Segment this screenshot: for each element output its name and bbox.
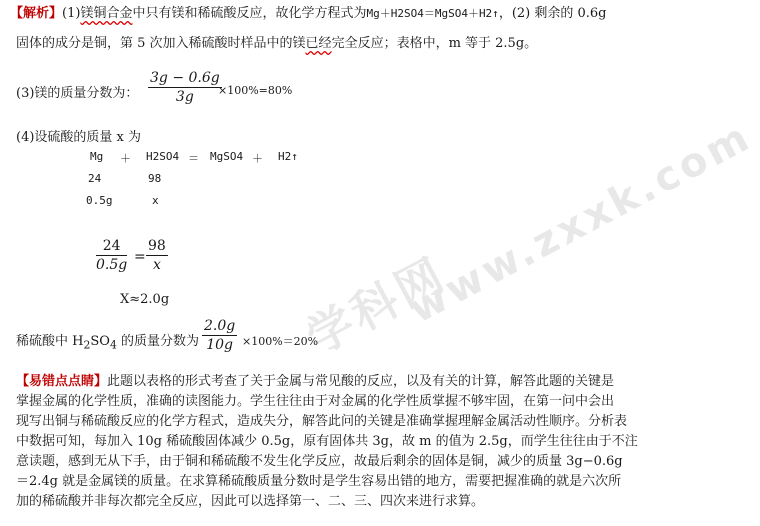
- prop-left-num: 24: [102, 238, 121, 254]
- part4-ratio-mg: 24: [88, 172, 102, 185]
- analysis-underlined-1: 镁铜合金: [80, 6, 133, 21]
- part4-eq-mgso4: MgSO4: [210, 150, 244, 163]
- analysis-equation: Mg＋H2SO4＝MgSO4＋H2↑: [366, 7, 499, 20]
- prop-right-den: x: [152, 257, 161, 273]
- part4-label: (4)设硫酸的质量 x 为: [16, 130, 142, 145]
- watermark-cn: 学科网: [297, 246, 456, 365]
- part4-mass-label: [16, 330, 199, 352]
- part3-frac-num: 3g − 0.6g: [150, 70, 220, 86]
- tips-line-7: 加的稀硫酸并非每次都完全反应，因此可以选择第一、二、三、四次来进行求算。: [16, 494, 485, 509]
- mass-label-sub1: 2: [83, 338, 91, 352]
- tips-line-6: ＝2.4g 就是金属镁的质量。在求算稀硫酸质量分数时是学生容易出错的地方，需要把握准确的就是六次所: [16, 474, 622, 489]
- mass-frac-num: 2.0g: [204, 318, 236, 334]
- tips-tag: 【易错点点睛】: [16, 374, 108, 389]
- tips-line-2: 掌握金属的化学性质，准确的读图能力。学生往往由于对金属的化学性质掌握不够牢固，在第一问中会出: [16, 394, 615, 409]
- mass-label-sub2: 4: [109, 338, 117, 352]
- mass-fraction: [202, 318, 237, 353]
- part4-eq-h2: H2↑: [278, 150, 298, 163]
- analysis-text-2a: 固体的成分是铜，第 5 次加入稀硫酸时样品中的镁: [16, 36, 306, 51]
- part3-label: (3)镁的质量分数为：: [16, 86, 139, 101]
- watermark-url: www.zxxk.com: [401, 113, 760, 333]
- analysis-underlined-2: 已经: [305, 36, 332, 51]
- analysis-text-1c: ，(2) 剩余的 0.6g: [498, 6, 607, 21]
- analysis-tag: 【解析】: [10, 6, 63, 21]
- tips-line-1: [16, 372, 614, 392]
- part3-frac-den: 3g: [175, 89, 194, 105]
- tips-line-3: 现写出铜与稀硫酸反应的化学方程式，造成失分，解答此问的关键是准确掌握理解金属活动性顺序。分析表: [16, 414, 628, 429]
- tips-line-4: 中数据可知，每加入 10g 稀硫酸固体减少 0.5g，原有固体共 3g，故 m 的值为 2.5g，而学生往往由于不注: [16, 434, 638, 449]
- analysis-text-2b: 完全反应；表格中，m 等于 2.5g。: [331, 36, 538, 51]
- analysis-line-1: [10, 4, 607, 24]
- part4-mass-mg: 0.5g: [86, 194, 113, 207]
- part4-ratio-acid: 98: [148, 172, 162, 185]
- part4-result: X≈2.0g: [120, 292, 170, 307]
- analysis-text-1a: (1): [62, 6, 81, 21]
- tips-line-5: 意读题，感到无从下手，由于铜和稀硫酸不发生化学反应，故最后剩余的固体是铜，减少的质量 3g−0.6g: [16, 454, 623, 469]
- part3-fraction: [148, 70, 222, 105]
- mass-frac-den: 10g: [206, 337, 233, 353]
- prop-left-den: 0.5g: [96, 257, 128, 273]
- prop-right-num: 98: [148, 238, 166, 254]
- mass-label-b: SO: [90, 334, 110, 349]
- part4-eq-equals: ＝: [188, 152, 199, 165]
- part3-tail: ×100%=80%: [218, 84, 293, 97]
- analysis-text-1b: 中只有镁和稀硫酸反应，故化学方程式为: [132, 6, 367, 21]
- part4-eq-plus1: ＋: [120, 152, 131, 165]
- prop-equals: =: [134, 249, 146, 265]
- proportion-left: [96, 238, 127, 273]
- analysis-line-2: [16, 34, 537, 54]
- mass-tail: ×100%＝20%: [242, 335, 319, 348]
- mass-label-a: 稀硫酸中 H: [16, 334, 84, 349]
- part4-mass-acid: x: [152, 194, 159, 207]
- part4-eq-plus2: ＋: [252, 152, 263, 165]
- mass-label-c: 的质量分数为: [116, 334, 199, 349]
- tips-text-1: 此题以表格的形式考查了关于金属与常见酸的反应，以及有关的计算，解答此题的关键是: [107, 374, 615, 389]
- part4-eq-mg: Mg: [90, 150, 104, 163]
- part4-eq-h2so4: H2SO4: [146, 150, 180, 163]
- proportion-right: [146, 238, 168, 273]
